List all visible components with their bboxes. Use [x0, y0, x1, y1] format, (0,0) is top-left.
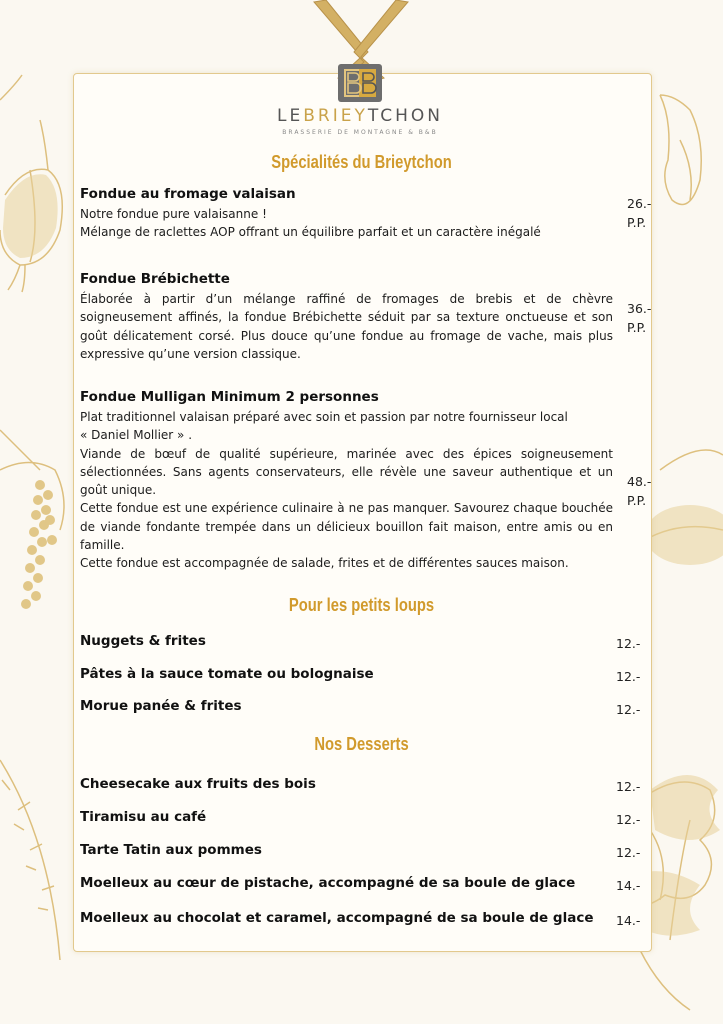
item-name-pates: Pâtes à la sauce tomate ou bolognaise	[80, 666, 374, 682]
item-price-cheesecake: 12.-	[616, 779, 641, 794]
item-price-moelleux-pistache: 14.-	[616, 878, 641, 893]
bb-monogram-icon	[338, 64, 382, 102]
item-name-nuggets: Nuggets & frites	[80, 633, 206, 649]
item-price-morue: 12.-	[616, 702, 641, 717]
item-name-fondue-brebichette: Fondue Brébichette	[80, 271, 230, 287]
item-desc-fondue-mulligan: Plat traditionnel valaisan préparé avec soin et passion par notre fournisseur local « Daniel Mollier » . Viande de bœuf de qualité supérieure, marinée avec des épices soigneusement sélectionnées. Sans agents conservateurs, elle révèle une saveur authentique et un goût unique. Cette fondue est une expérience culinaire à ne pas manquer. Savourez chaque bouchée de viande fondante trempée dans un délicieux bouillon fait maison, entre amis ou en famille. Cette fondue est accompagnée de salade, frites et de différentes sauces maison.	[80, 410, 613, 571]
item-name-tiramisu: Tiramisu au café	[80, 809, 207, 825]
item-name-fondue-valaisan: Fondue au fromage valaisan	[80, 186, 296, 202]
section-title-desserts: Nos Desserts	[314, 734, 409, 754]
item-name-tarte-tatin: Tarte Tatin aux pommes	[80, 842, 262, 858]
item-price-tarte-tatin: 12.-	[616, 845, 641, 860]
item-price-fondue-brebichette: 36.- P.P.	[627, 301, 652, 335]
brand-logo-monogram	[338, 64, 382, 102]
item-name-morue: Morue panée & frites	[80, 698, 242, 714]
item-name-moelleux-chocolat: Moelleux au chocolat et caramel, accompagné de sa boule de glace	[80, 910, 594, 926]
item-price-fondue-valaisan: 26.- P.P.	[627, 196, 652, 230]
item-desc-fondue-valaisan: Notre fondue pure valaisanne ! Mélange de raclettes AOP offrant un équilibre parfait et un caractère inégalé	[80, 207, 541, 240]
section-title-specialites: Spécialités du Brieytchon	[271, 152, 452, 172]
section-title-petits-loups: Pour les petits loups	[288, 595, 435, 615]
item-name-cheesecake: Cheesecake aux fruits des bois	[80, 776, 316, 792]
item-price-fondue-mulligan: 48.- P.P.	[627, 474, 652, 508]
brand-name: LEBRIEYTCHON	[277, 106, 443, 126]
brand-tagline: BRASSERIE DE MONTAGNE & B&B	[282, 129, 438, 136]
item-desc-fondue-brebichette: Élaborée à partir d’un mélange raffiné de fromages de brebis et de chèvre soigneusement affinés, la fondue Brébichette séduit par sa texture onctueuse et son goût délicatement corsé. Plus douce qu’une fondue au fromage de vache, mais plus expressive qu’une version classique.	[80, 292, 613, 361]
item-price-moelleux-chocolat: 14.-	[616, 913, 641, 928]
item-price-pates: 12.-	[616, 669, 641, 684]
item-name-fondue-mulligan: Fondue Mulligan Minimum 2 personnes	[80, 389, 379, 405]
item-price-tiramisu: 12.-	[616, 812, 641, 827]
item-price-nuggets: 12.-	[616, 636, 641, 651]
item-name-moelleux-pistache: Moelleux au cœur de pistache, accompagné de sa boule de glace	[80, 875, 576, 891]
